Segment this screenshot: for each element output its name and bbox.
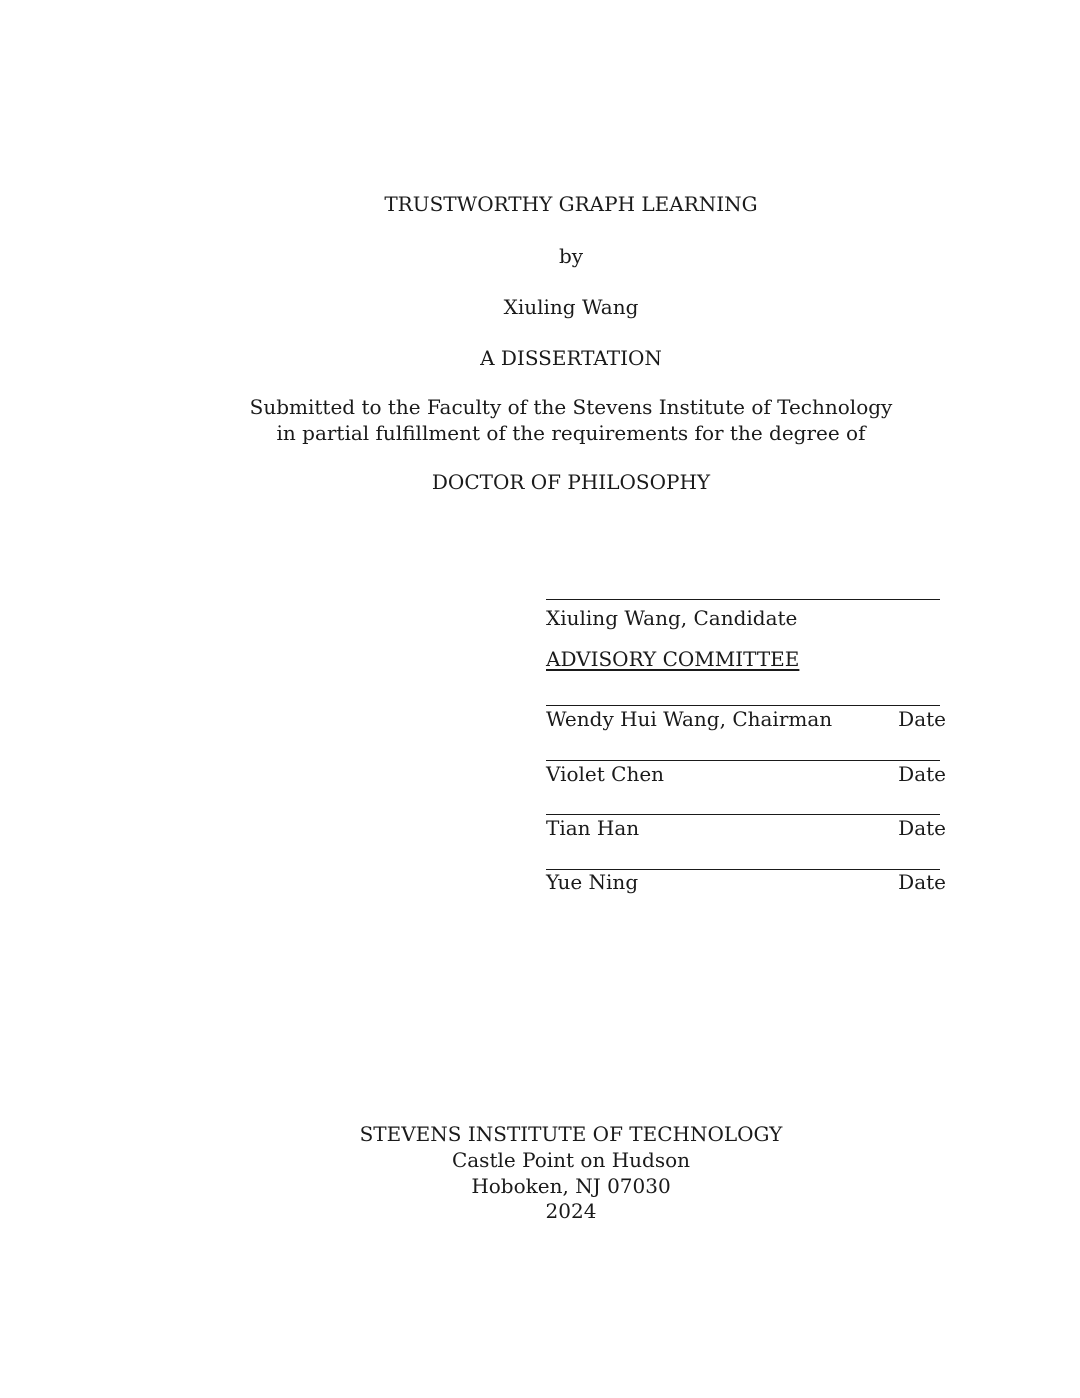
committee-member-date-label: Date xyxy=(898,762,946,786)
dissertation-title: TRUSTWORTHY GRAPH LEARNING xyxy=(384,192,758,216)
candidate-label: Xiuling Wang, Candidate xyxy=(546,606,798,630)
committee-member-date-label: Date xyxy=(898,816,946,840)
institution-address-line-1: Castle Point on Hudson xyxy=(451,1148,691,1172)
degree-name: DOCTOR OF PHILOSOPHY xyxy=(431,470,711,494)
committee-member-name: Tian Han xyxy=(546,816,640,840)
document-type: A DISSERTATION xyxy=(480,346,662,370)
candidate-signature-line xyxy=(546,599,940,600)
committee-member-date-label: Date xyxy=(898,707,946,731)
committee-member-name: Wendy Hui Wang, Chairman xyxy=(546,707,833,731)
committee-member-name: Violet Chen xyxy=(546,762,665,786)
institution-address-line-2: Hoboken, NJ 07030 xyxy=(471,1174,671,1198)
author-name: Xiuling Wang xyxy=(503,295,639,319)
submission-statement-line-1: Submitted to the Faculty of the Stevens Institute of Technology xyxy=(249,395,893,419)
submission-year: 2024 xyxy=(545,1199,597,1223)
committee-member-name: Yue Ning xyxy=(546,870,639,894)
advisory-committee-heading: ADVISORY COMMITTEE xyxy=(546,647,800,671)
institution-name: STEVENS INSTITUTE OF TECHNOLOGY xyxy=(359,1122,783,1146)
submission-statement-line-2: in partial fulfillment of the requirements for the degree of xyxy=(276,421,866,445)
committee-member-date-label: Date xyxy=(898,870,946,894)
by-label: by xyxy=(558,244,584,268)
